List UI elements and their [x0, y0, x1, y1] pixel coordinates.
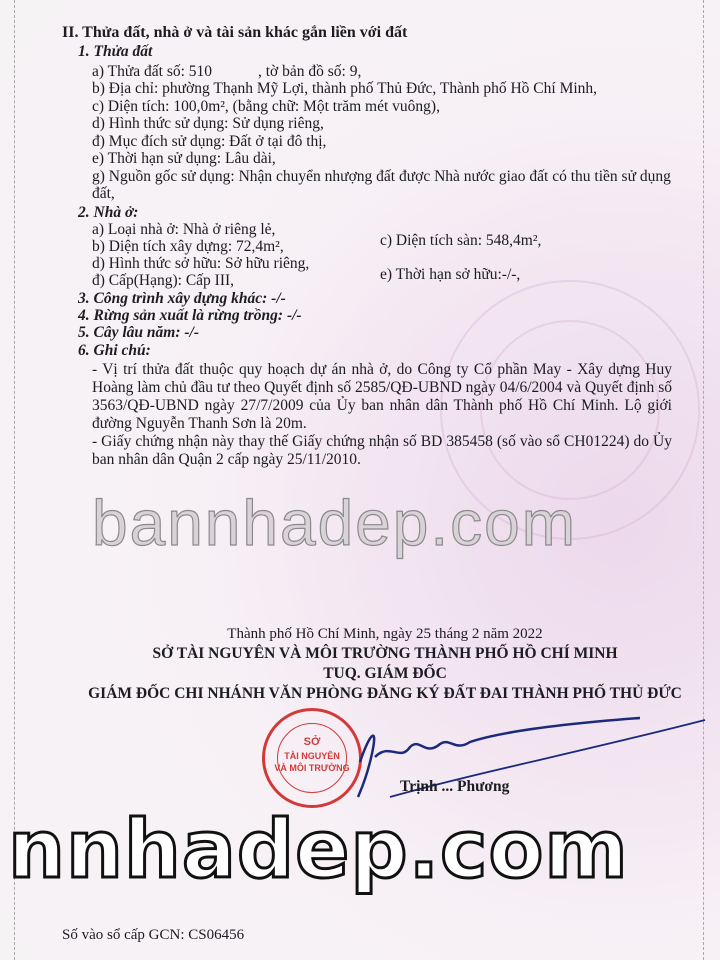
land-map-sheet: , tờ bản đồ số: 9, [258, 63, 362, 80]
other-construction: 3. Công trình xây dựng khác: -/- [78, 290, 286, 307]
issuing-org: SỞ TÀI NGUYÊN VÀ MÔI TRƯỜNG THÀNH PHỐ HỒ CHÍ MINH [152, 645, 618, 662]
land-origin-cont: đất, [92, 185, 115, 202]
house-building-area: b) Diện tích xây dựng: 72,4m², [92, 238, 284, 255]
land-usage-form: d) Hình thức sử dụng: Sử dụng riêng, [92, 115, 324, 132]
registry-number: Số vào sổ cấp GCN: CS06456 [62, 927, 245, 943]
signer-name: Trịnh ... Phương [400, 778, 510, 795]
house-ownership-term: e) Thời hạn sở hữu:-/-, [380, 266, 521, 283]
land-term: e) Thời hạn sử dụng: Lâu dài, [92, 150, 276, 167]
land-address: b) Địa chỉ: phường Thạnh Mỹ Lợi, thành phố Thủ Đức, Thành phố Hồ Chí Minh, [92, 80, 598, 97]
land-parcel-number: a) Thửa đất số: 510 [92, 63, 213, 80]
house-ownership: d) Hình thức sở hữu: Sở hữu riêng, [92, 255, 310, 272]
watermark-bold: nnhadep.com [8, 803, 629, 896]
tuq-title: TUQ. GIÁM ĐỐC [323, 665, 447, 682]
official-stamp: SỞ TÀI NGUYÊN VÀ MÔI TRƯỜNG [262, 708, 362, 808]
house-grade: đ) Cấp(Hạng): Cấp III, [92, 272, 235, 289]
watermark-faint: bannhadep.com [92, 487, 578, 559]
house-heading: 2. Nhà ở: [78, 204, 139, 221]
note-item: - Vị trí thửa đất thuộc quy hoạch dự án nhà ở, do Công ty Cổ phần May - Xây dựng Huy Hoàng làm chủ đầu tư theo Quyết định số 2585/QĐ-UBND ngày 04/6/2004 và Quyết định số 3563/QĐ-UBND ngày 27/7/2009 của Ủy ban nhân dân Thành phố Hồ Chí Minh. Lộ giới đường Nguyễn Thanh Sơn là 20m. [92, 361, 672, 432]
notes-heading: 6. Ghi chú: [78, 342, 151, 359]
land-origin: g) Nguồn gốc sử dụng: Nhận chuyển nhượng đất được Nhà nước giao đất có thu tiền sử dụng [92, 168, 671, 185]
land-heading: 1. Thửa đất [78, 43, 153, 60]
land-purpose: đ) Mục đích sử dụng: Đất ở tại đô thị, [92, 133, 327, 150]
house-floor-area: c) Diện tích sàn: 548,4m², [380, 232, 542, 249]
house-type: a) Loại nhà ở: Nhà ở riêng lẻ, [92, 221, 276, 238]
production-forest: 4. Rừng sản xuất là rừng trồng: -/- [78, 307, 302, 324]
section-title: II. Thửa đất, nhà ở và tài sản khác gắn liền với đất [62, 24, 408, 41]
issue-date: Thành phố Hồ Chí Minh, ngày 25 tháng 2 năm 2022 [227, 626, 543, 642]
land-area: c) Diện tích: 100,0m², (bằng chữ: Một trăm mét vuông), [92, 98, 440, 115]
note-item: - Giấy chứng nhận này thay thế Giấy chứng nhận số BD 385458 (số vào sổ CH01224) do Ủy ban nhân dân Quận 2 cấp ngày 25/11/2010. [92, 433, 672, 468]
perennial-trees: 5. Cây lâu năm: -/- [78, 324, 199, 341]
signer-title: GIÁM ĐỐC CHI NHÁNH VĂN PHÒNG ĐĂNG KÝ ĐẤT ĐAI THÀNH PHỐ THỦ ĐỨC [88, 685, 682, 702]
